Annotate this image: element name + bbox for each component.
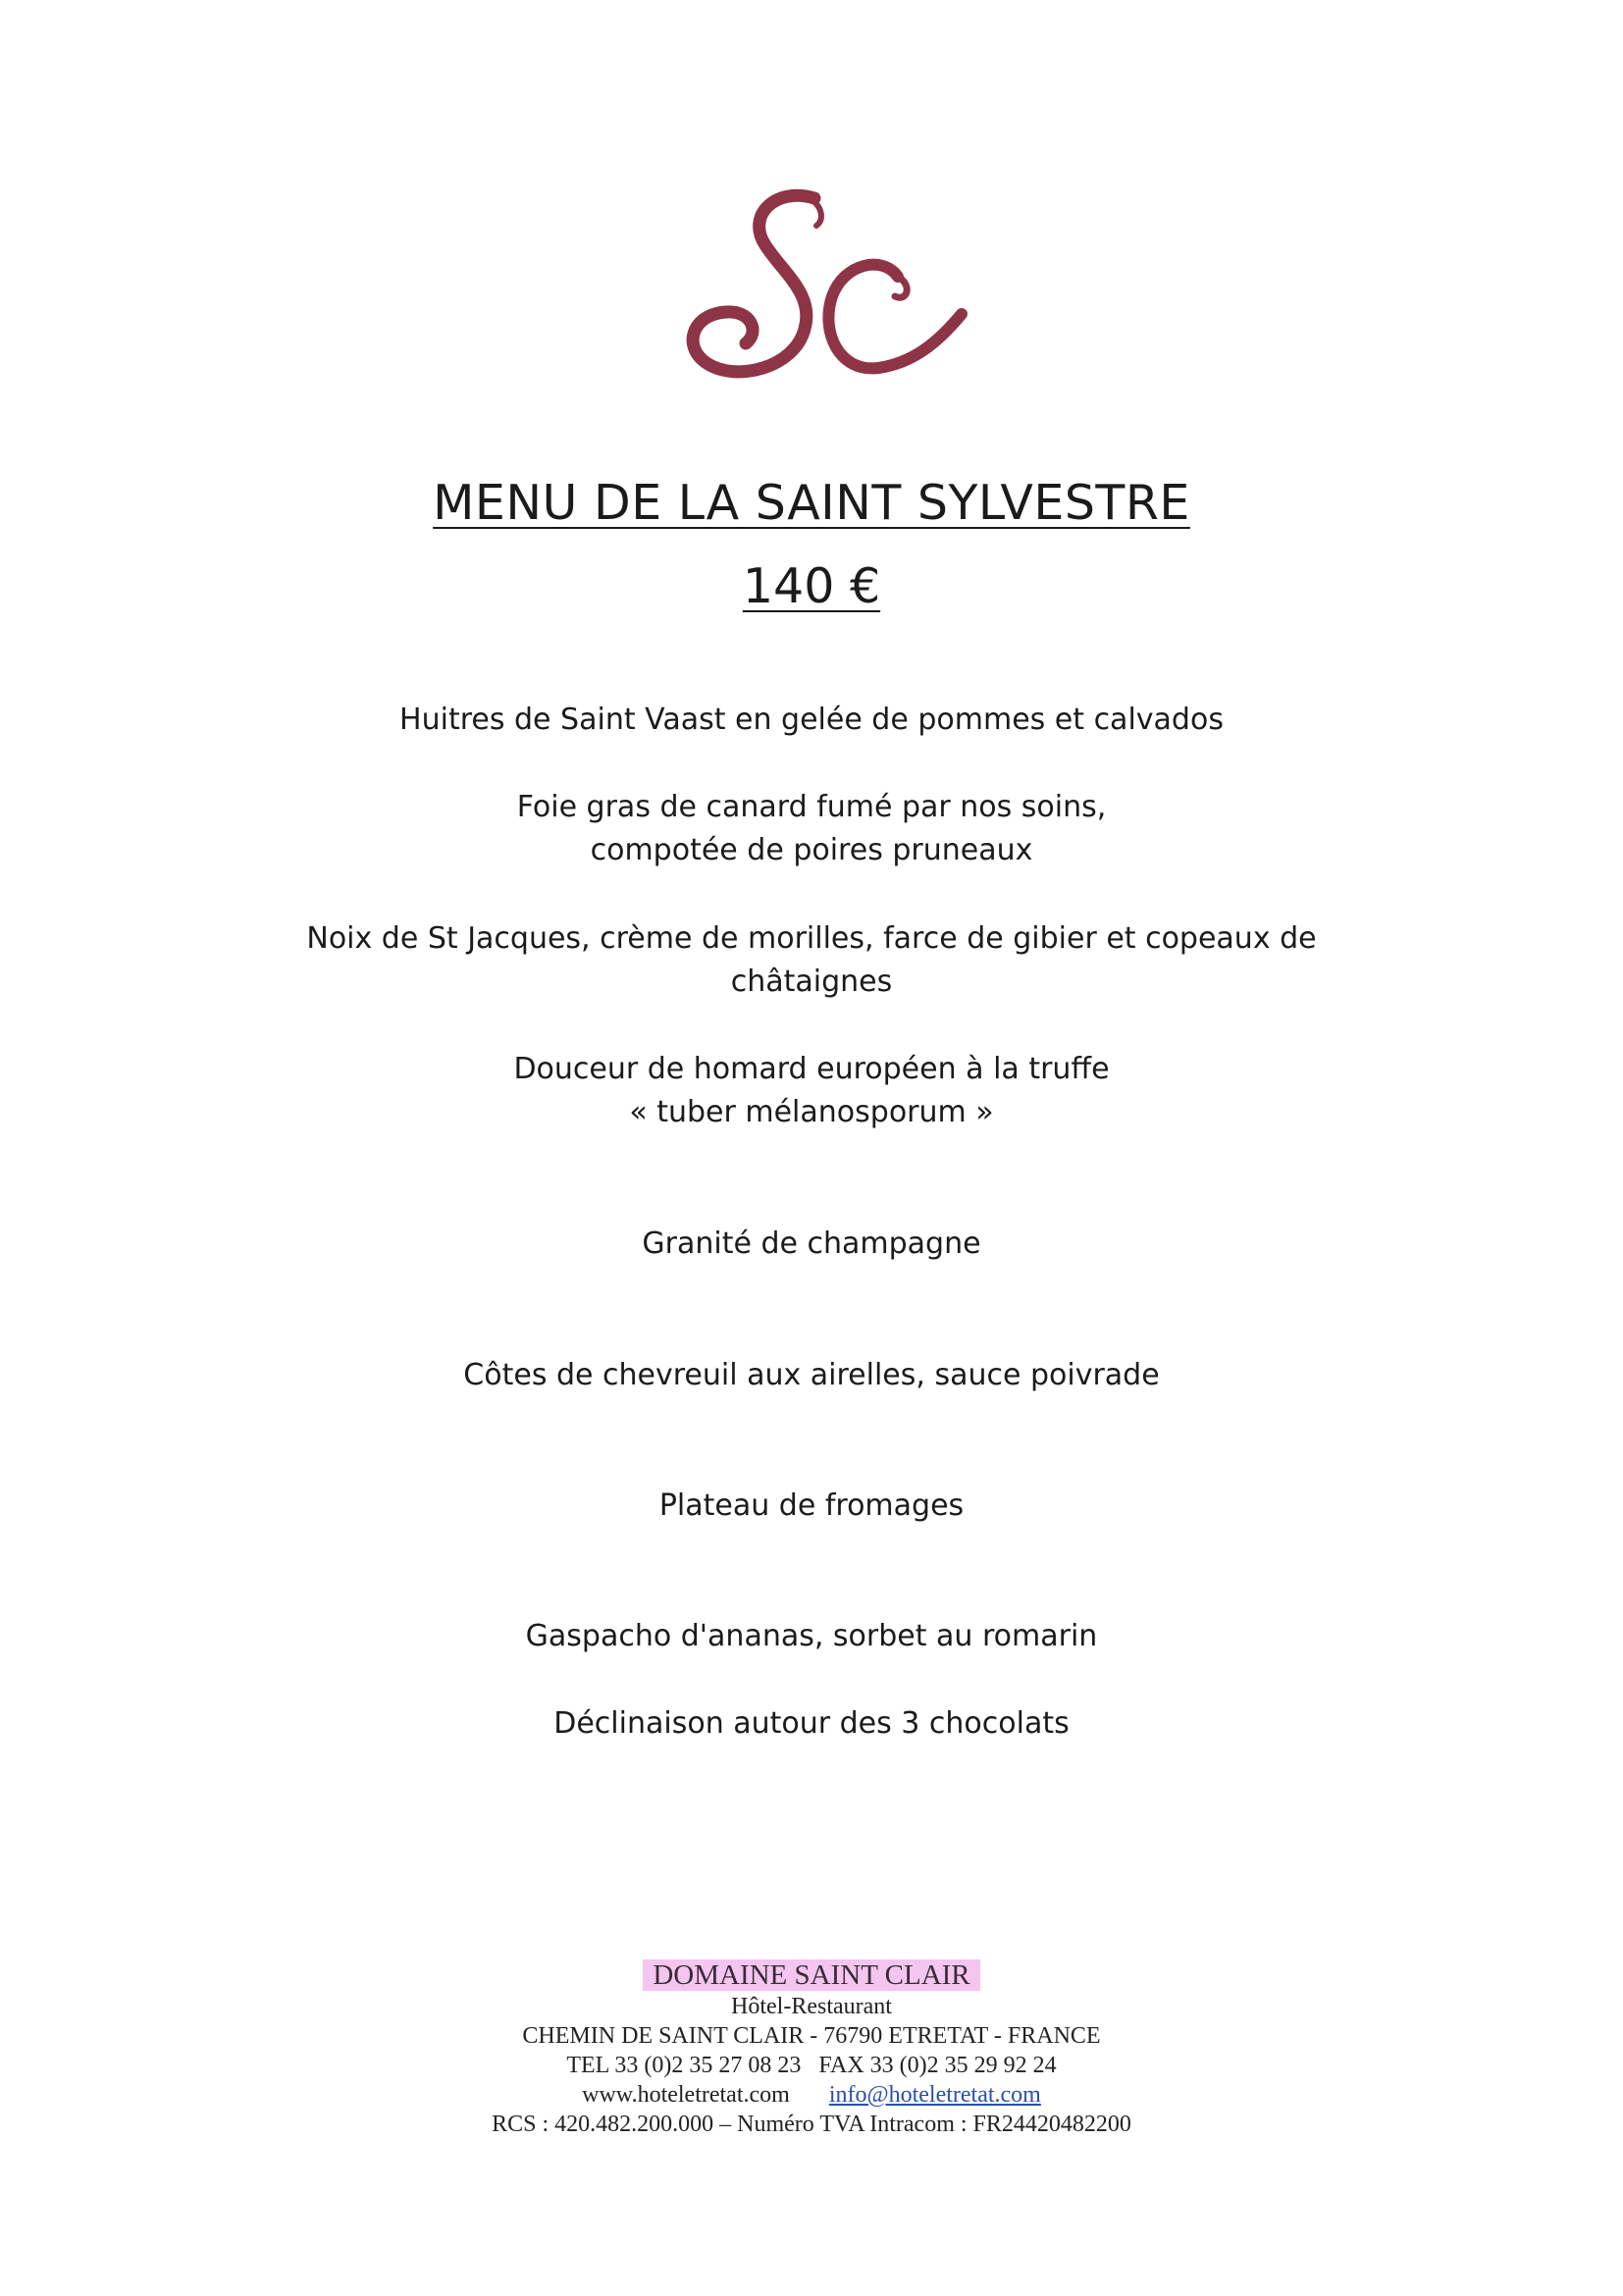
business-phone: TEL 33 (0)2 35 27 08 23 FAX 33 (0)2 35 29 92 24 bbox=[566, 2053, 1057, 2078]
dish-line: Gaspacho d'ananas, sorbet au romarin bbox=[525, 1619, 1098, 1653]
dish-line: « tuber mélanosporum » bbox=[629, 1095, 994, 1129]
legal-info: RCS : 420.482.200.000 – Numéro TVA Intracom : FR24420482200 bbox=[492, 2112, 1131, 2137]
dish-line: Douceur de homard européen à la truffe bbox=[513, 1052, 1110, 1086]
email-link[interactable]: info@hoteletretat.com bbox=[828, 2082, 1041, 2108]
dish-item bbox=[0, 1354, 1623, 1397]
menu-title bbox=[0, 475, 1623, 531]
dish-line: compotée de poires pruneaux bbox=[590, 833, 1033, 867]
menu-title-text: MENU DE LA SAINT SYLVESTRE bbox=[433, 475, 1190, 531]
dish-item bbox=[0, 786, 1623, 872]
dish-line: châtaignes bbox=[730, 965, 893, 999]
sc-monogram-logo-graphic bbox=[667, 186, 981, 392]
sc-monogram-logo bbox=[667, 186, 981, 392]
business-name: DOMAINE SAINT CLAIR bbox=[643, 1959, 979, 1991]
dish-line: Plateau de fromages bbox=[658, 1488, 965, 1523]
dish-item bbox=[0, 1223, 1623, 1266]
dish-line: Huitres de Saint Vaast en gelée de pommes et calvados bbox=[399, 703, 1224, 737]
dish-line: Foie gras de canard fumé par nos soins, bbox=[516, 790, 1107, 824]
business-subtitle: Hôtel-Restaurant bbox=[731, 1994, 892, 2019]
menu-price bbox=[0, 558, 1623, 614]
dish-item bbox=[0, 917, 1623, 1004]
dish-item bbox=[0, 699, 1623, 742]
website-text: www.hoteletretat.com bbox=[582, 2082, 790, 2108]
footer bbox=[0, 1958, 1623, 2139]
contact-row bbox=[0, 2080, 1623, 2110]
business-address: CHEMIN DE SAINT CLAIR - 76790 ETRETAT - FRANCE bbox=[522, 2023, 1101, 2049]
dish-line: Granité de champagne bbox=[642, 1226, 981, 1261]
dish-line: Déclinaison autour des 3 chocolats bbox=[553, 1706, 1070, 1741]
dish-item bbox=[0, 1615, 1623, 1658]
dish-line: Noix de St Jacques, crème de morilles, farce de gibier et copeaux de bbox=[306, 921, 1317, 956]
dish-item bbox=[0, 1702, 1623, 1746]
dish-item bbox=[0, 1048, 1623, 1134]
dish-item bbox=[0, 1485, 1623, 1528]
dish-line: Côtes de chevreuil aux airelles, sauce poivrade bbox=[463, 1358, 1160, 1392]
menu-price-text: 140 € bbox=[742, 558, 881, 614]
